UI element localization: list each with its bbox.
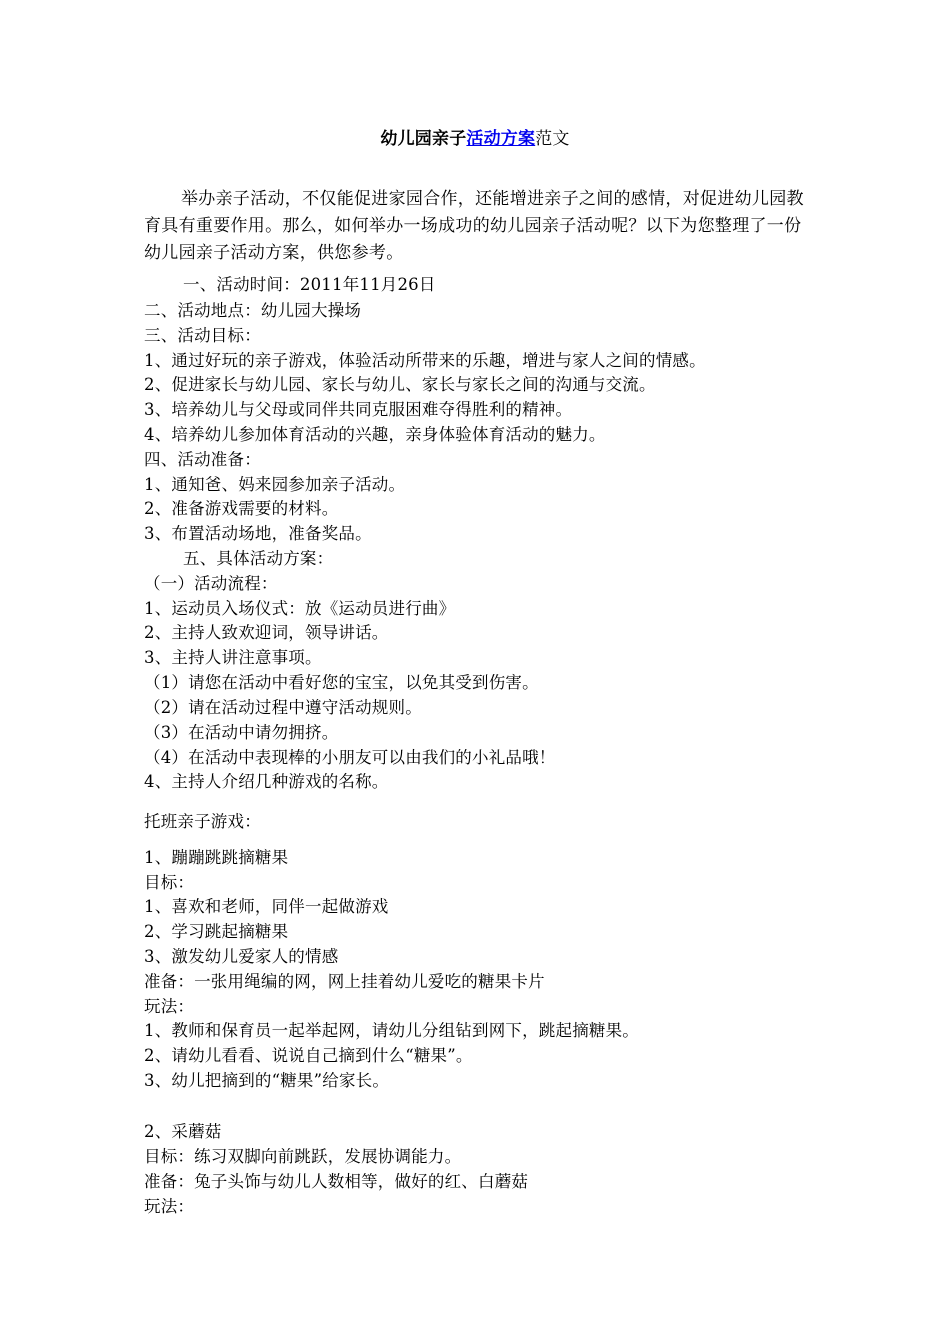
section-place: 二、活动地点：幼儿园大操场	[144, 301, 362, 320]
flow-heading: （一）活动流程：	[144, 574, 278, 593]
game-goal-item: 3、激发幼儿爱家人的情感	[144, 947, 339, 966]
game-play-item: 2、请幼儿看看、说说自己摘到什么“糖果”。	[144, 1046, 473, 1065]
flow-item: 4、主持人介绍几种游戏的名称。	[144, 772, 389, 791]
section-time: 一、活动时间：2011年11月26日	[183, 275, 436, 294]
goal-item: 4、培养幼儿参加体育活动的兴趣，亲身体验体育活动的魅力。	[144, 425, 606, 444]
notice-item: （1）请您在活动中看好您的宝宝，以免其受到伤害。	[144, 673, 539, 692]
goal-item: 2、促进家长与幼儿园、家长与幼儿、家长与家长之间的沟通与交流。	[144, 375, 656, 394]
game-prep: 准备：一张用绳编的网，网上挂着幼儿爱吃的糖果卡片	[144, 972, 545, 991]
game-play-item: 1、教师和保育员一起举起网，请幼儿分组钻到网下，跳起摘糖果。	[144, 1021, 639, 1040]
flow-item: 2、主持人致欢迎词，领导讲话。	[144, 623, 389, 642]
flow-item: 3、主持人讲注意事项。	[144, 648, 322, 667]
game-play-label: 玩法：	[144, 997, 195, 1016]
title-prefix: 幼儿园亲子	[380, 129, 467, 149]
notice-item: （3）在活动中请勿拥挤。	[144, 723, 339, 742]
goal-item: 3、培养幼儿与父母或同伴共同克服困难夺得胜利的精神。	[144, 400, 573, 419]
notice-item: （4）在活动中表现棒的小朋友可以由我们的小礼品哦！	[144, 748, 556, 767]
prep-item: 3、布置活动场地，准备奖品。	[144, 524, 372, 543]
flow-item: 1、运动员入场仪式：放《运动员进行曲》	[144, 599, 456, 618]
game-goal-item: 2、学习跳起摘糖果	[144, 922, 289, 941]
game-prep: 准备：兔子头饰与幼儿人数相等，做好的红、白蘑菇	[144, 1172, 529, 1191]
section-plan-heading: 五、具体活动方案：	[183, 549, 334, 568]
section-prep-heading: 四、活动准备：	[144, 450, 261, 469]
prep-item: 2、准备游戏需要的材料。	[144, 499, 339, 518]
game-goal: 目标：练习双脚向前跳跃，发展协调能力。	[144, 1147, 462, 1166]
game-title: 1、蹦蹦跳跳摘糖果	[144, 848, 289, 867]
title-suffix: 范文	[535, 129, 570, 149]
games-heading: 托班亲子游戏：	[144, 812, 261, 831]
game-title: 2、采蘑菇	[144, 1122, 222, 1141]
section-goals-heading: 三、活动目标：	[144, 326, 261, 345]
game-goal-item: 1、喜欢和老师，同伴一起做游戏	[144, 897, 389, 916]
game-play-item: 3、幼儿把摘到的“糖果”给家长。	[144, 1071, 390, 1090]
game-play-label: 玩法：	[144, 1197, 195, 1216]
goal-item: 1、通过好玩的亲子游戏，体验活动所带来的乐趣，增进与家人之间的情感。	[144, 351, 706, 370]
intro-paragraph: 举办亲子活动，不仅能促进家园合作，还能增进亲子之间的感情，对促进幼儿园教育具有重要作用。那么，如何举办一场成功的幼儿园亲子活动呢？以下为您整理了一份幼儿园亲子活动方案，供您参考。	[144, 189, 804, 263]
game-goal-label: 目标：	[144, 873, 195, 892]
prep-item: 1、通知爸、妈来园参加亲子活动。	[144, 475, 406, 494]
title-link[interactable]: 活动方案	[466, 129, 536, 149]
document-title	[0, 126, 950, 152]
notice-item: （2）请在活动过程中遵守活动规则。	[144, 698, 422, 717]
